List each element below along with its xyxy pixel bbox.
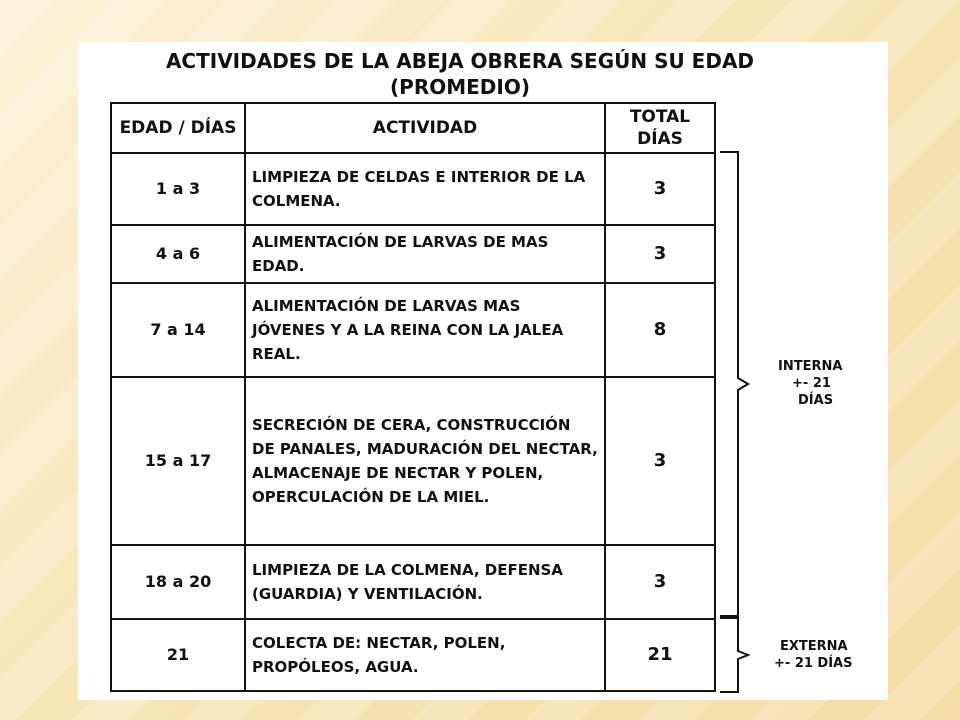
age-cell: 15 a 17 <box>111 377 245 545</box>
age-cell: 1 a 3 <box>111 153 245 225</box>
total-days-cell: 3 <box>605 377 715 545</box>
header-activity: ACTIVIDAD <box>245 103 605 153</box>
external-label-line1: EXTERNA <box>780 639 848 654</box>
activity-cell: COLECTA DE: NECTAR, POLEN, PROPÓLEOS, AGUA. <box>245 619 605 691</box>
total-days-cell: 3 <box>605 225 715 283</box>
header-age: EDAD / DÍAS <box>111 103 245 153</box>
total-days-cell: 3 <box>605 545 715 619</box>
age-cell: 21 <box>111 619 245 691</box>
table-row <box>111 283 715 377</box>
external-bracket <box>718 616 754 694</box>
activity-cell: SECRECIÓN DE CERA, CONSTRUCCIÓN DE PANALES, MADURACIÓN DEL NECTAR, ALMACENAJE DE NECTAR Y POLEN, OPERCULACIÓN DE LA MIEL. <box>245 377 605 545</box>
table-row <box>111 619 715 691</box>
internal-label <box>778 358 842 409</box>
activity-cell: LIMPIEZA DE CELDAS E INTERIOR DE LA COLMENA. <box>245 153 605 225</box>
table-row <box>111 377 715 545</box>
external-label-line2: +- 21 DÍAS <box>774 656 853 671</box>
activity-cell: ALIMENTACIÓN DE LARVAS MAS JÓVENES Y A LA REINA CON LA JALEA REAL. <box>245 283 605 377</box>
internal-bracket <box>718 150 754 618</box>
age-cell: 18 a 20 <box>111 545 245 619</box>
table-row <box>111 225 715 283</box>
table-header-row <box>111 103 715 153</box>
total-days-cell: 8 <box>605 283 715 377</box>
table-row <box>111 153 715 225</box>
document-title: ACTIVIDADES DE LA ABEJA OBRERA SEGÚN SU EDAD (PROMEDIO) <box>165 49 755 99</box>
header-total-days: TOTAL DÍAS <box>605 103 715 153</box>
activity-table <box>110 102 716 692</box>
activity-cell: ALIMENTACIÓN DE LARVAS DE MAS EDAD. <box>245 225 605 283</box>
age-cell: 4 a 6 <box>111 225 245 283</box>
internal-label-line3: DÍAS <box>798 393 834 408</box>
age-cell: 7 a 14 <box>111 283 245 377</box>
total-days-cell: 3 <box>605 153 715 225</box>
internal-label-line1: INTERNA <box>778 359 843 374</box>
activity-cell: LIMPIEZA DE LA COLMENA, DEFENSA (GUARDIA) Y VENTILACIÓN. <box>245 545 605 619</box>
table-row <box>111 545 715 619</box>
external-label <box>774 638 852 672</box>
total-days-cell: 21 <box>605 619 715 691</box>
internal-label-line2: +- 21 <box>792 376 831 391</box>
